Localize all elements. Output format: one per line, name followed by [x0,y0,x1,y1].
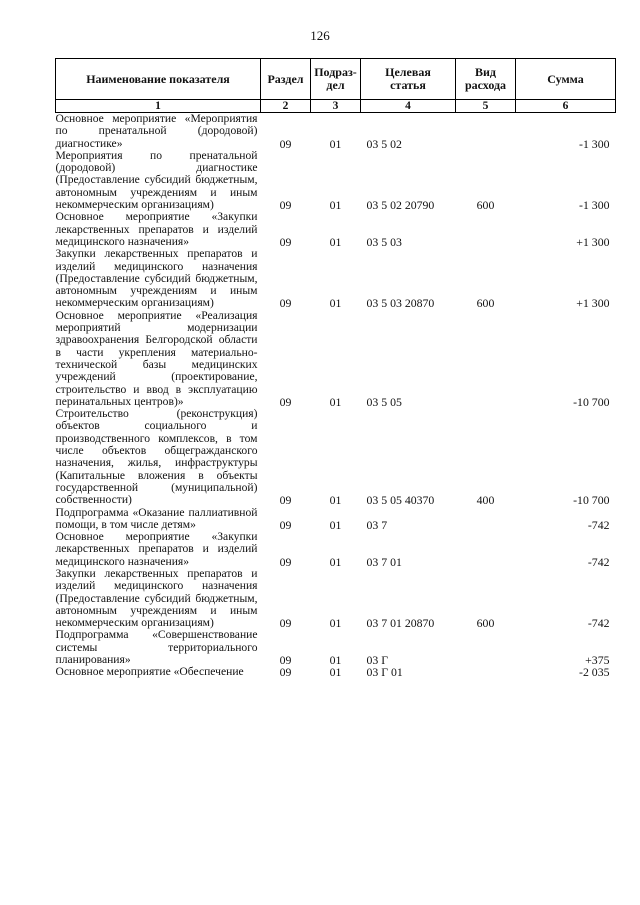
budget-table [55,58,616,679]
row-summa-cell: -10 700 [573,394,610,409]
row-statya-cell: 03 7 01 20870 [366,616,435,631]
row-statya-cell: 03 7 01 [366,554,402,569]
header-summa: Сумма [516,59,616,100]
row-summa-cell: +1 300 [576,296,610,311]
row-name-cell: Подпрограмма «Совершенствование системы территориального планирования» [55,628,258,667]
table-row [56,310,616,408]
row-podrazdel-cell: 01 [329,394,342,409]
col-number: 5 [456,100,516,113]
header-podrazdel: Подраз- дел [311,59,361,100]
row-summa-cell: -742 [587,554,610,569]
row-podrazdel-cell: 01 [329,653,342,668]
col-number: 6 [516,100,616,113]
row-statya-cell: 03 5 02 20790 [366,198,435,213]
row-summa-cell: -10 700 [573,493,610,508]
row-razdel-cell: 09 [279,198,292,213]
row-statya-cell: 03 Г 01 [366,665,403,680]
row-razdel-cell: 09 [279,665,292,680]
row-vid-cell [456,507,516,532]
row-podrazdel-cell: 01 [329,198,342,213]
row-name-cell: Строительство (реконструкция) объектов социального и производственного комплексов, в том числе объектов общегражданского назначения, жилья, инфраструктуры (Капитальные вложения в объекты государственной (муниципальной) собственности) [55,407,258,507]
col-number: 2 [261,100,311,113]
row-razdel-cell: 09 [279,517,292,532]
table-row [56,629,616,666]
row-podrazdel-cell: 01 [329,234,342,249]
row-vid-cell: 600 [476,616,495,631]
table-row [56,113,616,150]
row-statya-cell: 03 7 [366,517,388,532]
page-number: 126 [310,28,330,43]
row-name-cell: Основное мероприятие «Реализация мероприятий модернизации здравоохранения Белгородской области в части укрепления материально-технической базы медицинских учреждений (проектирование, строительство и ввод в эксплуатацию перинатальных центров)» [55,308,258,408]
row-vid-cell [456,113,516,150]
row-summa-cell: +375 [585,653,610,668]
table-row [56,507,616,532]
row-vid-cell [456,666,516,678]
row-summa-cell: -742 [587,616,610,631]
table-header-row [56,59,616,100]
column-number-row [56,100,616,113]
row-vid-cell [456,629,516,666]
row-vid-cell [456,211,516,248]
row-vid-cell: 400 [476,493,495,508]
row-name-cell: Основное мероприятие «Закупки лекарственных препаратов и изделий медицинского назначения» [55,210,258,248]
row-razdel-cell: 09 [279,653,292,668]
table-row [56,248,616,309]
row-summa-cell: +1 300 [576,234,610,249]
row-summa-cell: -2 035 [579,665,610,680]
row-razdel-cell: 09 [279,493,292,508]
row-razdel-cell: 09 [279,394,292,409]
row-podrazdel-cell: 01 [329,136,342,151]
row-name-cell: Основное мероприятие «Обеспечение [55,665,244,679]
header-vid: Вид расхода [456,59,516,100]
table-row [56,408,616,506]
row-summa-cell: -1 300 [579,198,610,213]
col-number: 4 [361,100,456,113]
row-razdel-cell: 09 [279,616,292,631]
row-podrazdel-cell: 01 [329,493,342,508]
row-razdel-cell: 09 [279,296,292,311]
row-razdel-cell: 09 [279,234,292,249]
table-row [56,531,616,568]
row-podrazdel-cell: 01 [329,665,342,680]
row-name-cell: Основное мероприятие «Закупки лекарственных препаратов и изделий медицинского назначения» [55,530,258,568]
row-name-cell: Закупки лекарственных препаратов и изделий медицинского назначения (Предоставление субсидий бюджетным, автономным учреждениям и иным некоммерческим организациям) [55,247,258,310]
col-number: 3 [311,100,361,113]
row-statya-cell: 03 5 03 [366,234,402,249]
row-statya-cell: 03 5 03 20870 [366,296,435,311]
row-podrazdel-cell: 01 [329,616,342,631]
table-row [56,568,616,629]
row-podrazdel-cell: 01 [329,296,342,311]
table-row [56,211,616,248]
row-vid-cell [456,531,516,568]
row-name-cell: Закупки лекарственных препаратов и изделий медицинского назначения (Предоставление субсидий бюджетным, автономным учреждениям и иным некоммерческим организациям) [55,566,258,630]
row-vid-cell: 600 [476,198,495,213]
row-vid-cell: 600 [476,296,495,311]
row-statya-cell: 03 5 02 [366,136,402,151]
row-podrazdel-cell: 01 [329,554,342,569]
row-summa-cell: -742 [587,517,610,532]
row-summa-cell: -1 300 [579,136,610,151]
col-number: 1 [56,100,261,113]
header-razdel: Раздел [261,59,311,100]
row-vid-cell [456,310,516,408]
table-row [56,150,616,211]
row-razdel-cell: 09 [279,136,292,151]
row-statya-cell: 03 Г [366,653,389,668]
row-statya-cell: 03 5 05 [366,394,402,409]
row-name-cell: Подпрограмма «Оказание паллиативной помощи, в том числе детям» [55,505,258,531]
row-podrazdel-cell: 01 [329,517,342,532]
row-razdel-cell: 09 [279,554,292,569]
header-name: Наименование показателя [56,59,261,100]
row-statya-cell: 03 5 05 40370 [366,493,435,508]
table-row [56,666,616,678]
header-statya: Целевая статья [361,59,456,100]
row-name-cell: Мероприятия по пренатальной (дородовой) диагностике (Предоставление субсидий бюджетным, автономным учреждениям и иным некоммерческим организациям) [55,148,258,212]
row-name-cell: Основное мероприятие «Мероприятия по пренатальной (дородовой) диагностике» [55,112,258,150]
